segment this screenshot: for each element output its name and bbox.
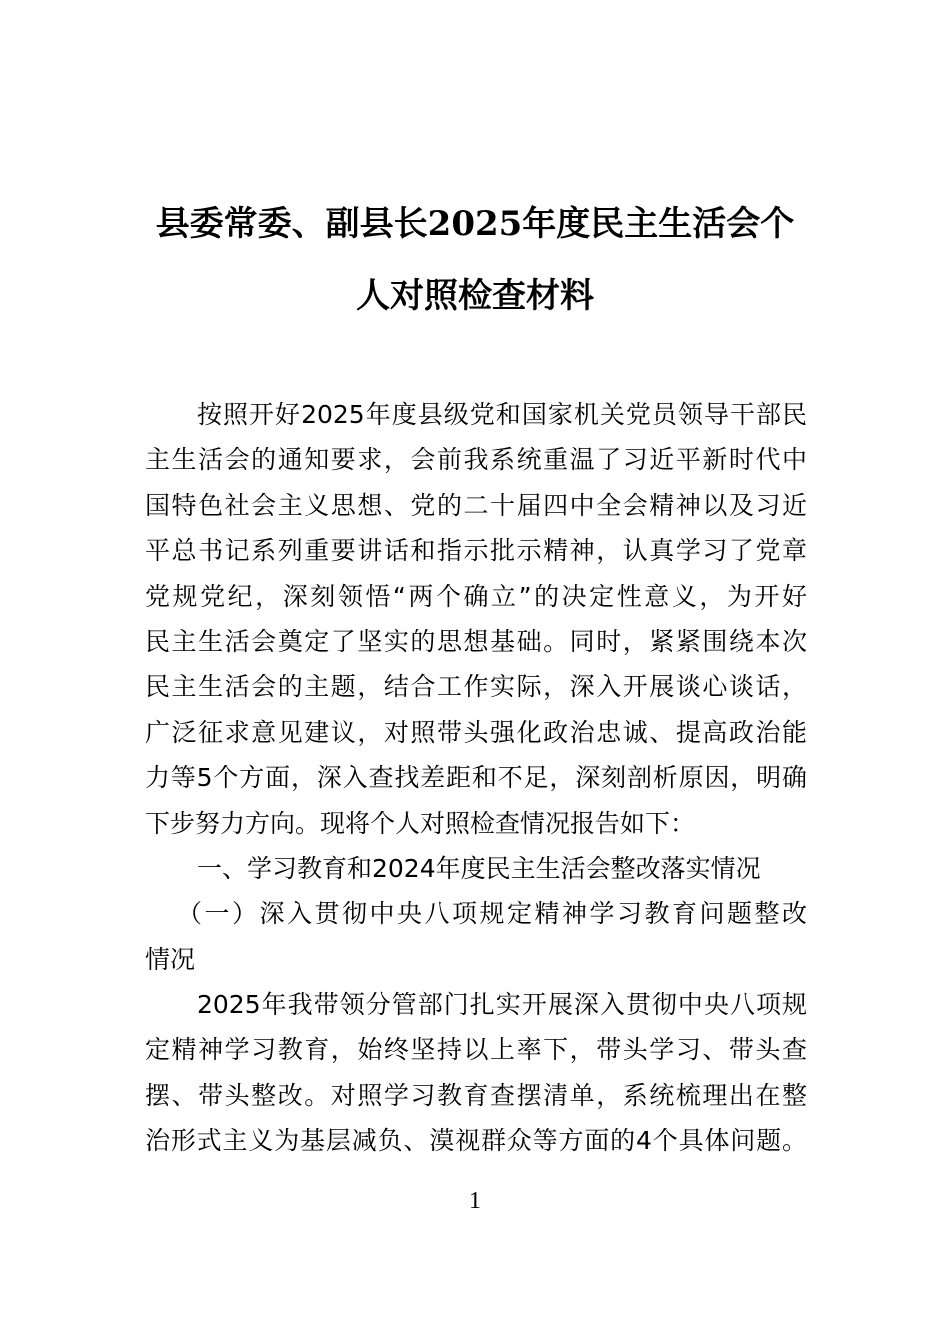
text-line: 按照开好2025年度县级党和国家机关党员领导干部民 (197, 400, 807, 429)
title-line-1: 县委常委、副县长2025年度民主生活会个 (155, 204, 795, 244)
text-line: 党规党纪，深刻领悟“两个确立”的决定性意义，为开好 (145, 581, 807, 611)
subsection-heading-line: 情况 (145, 944, 196, 974)
page-number: 1 (469, 1188, 481, 1214)
text-line: 主生活会的通知要求，会前我系统重温了习近平新时代中 (145, 445, 807, 475)
section-heading: 一、学习教育和2024年度民主生活会整改落实情况 (197, 853, 761, 883)
title-line-2: 人对照检查材料 (356, 276, 594, 316)
body-paragraph (145, 982, 807, 1164)
text-line: 民主生活会的主题，结合工作实际，深入开展谈心谈话， (145, 672, 807, 702)
text-line: 摆、带头整改。对照学习教育查摆清单，系统梳理出在整 (145, 1080, 807, 1110)
text-line: 广泛征求意见建议，对照带头强化政治忠诚、提高政治能 (145, 717, 807, 747)
text-line: 平总书记系列重要讲话和指示批示精神，认真学习了党章 (145, 536, 807, 566)
document-body (145, 392, 807, 1164)
text-line: 定精神学习教育，始终坚持以上率下，带头学习、带头查 (145, 1035, 807, 1065)
text-line: 下步努力方向。现将个人对照检查情况报告如下： (145, 808, 696, 838)
text-line: 力等5个方面，深入查找差距和不足，深刻剖析原因，明确 (145, 763, 807, 793)
subsection-heading-line: （一）深入贯彻中央八项规定精神学习教育问题整改 (177, 899, 807, 929)
subsection-heading (145, 891, 807, 982)
text-line: 民主生活会奠定了坚实的思想基础。同时，紧紧围绕本次 (145, 626, 807, 656)
text-line: 2025年我带领分管部门扎实开展深入贯彻中央八项规 (197, 990, 807, 1020)
text-line: 国特色社会主义思想、党的二十届四中全会精神以及习近 (145, 490, 807, 520)
text-line: 治形式主义为基层减负、漠视群众等方面的4个具体问题。 (145, 1126, 807, 1156)
intro-paragraph (145, 392, 807, 846)
document-title (145, 188, 805, 332)
